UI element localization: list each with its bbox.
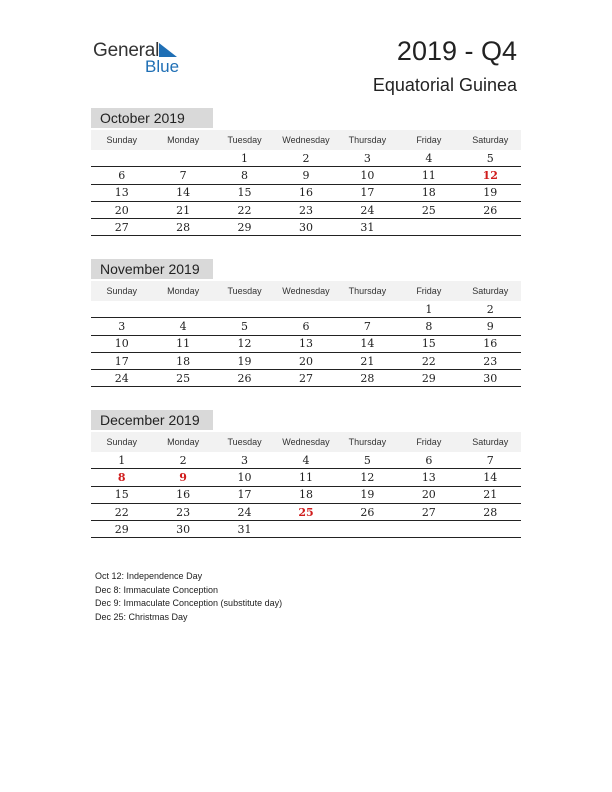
day-cell <box>91 150 152 167</box>
holiday-note: Dec 9: Immaculate Conception (substitute day) <box>95 598 283 608</box>
weekday-header: Wednesday <box>275 130 336 150</box>
day-cell <box>460 521 521 538</box>
week-row <box>91 486 521 503</box>
day-cell: 31 <box>214 521 275 538</box>
day-cell <box>152 301 213 318</box>
page-title: 2019 - Q4 <box>396 36 517 66</box>
month-grid <box>91 281 521 387</box>
day-cell: 23 <box>460 352 521 369</box>
week-row <box>91 318 521 335</box>
day-cell: 28 <box>152 219 213 236</box>
day-cell: 16 <box>152 486 213 503</box>
month-label: December 2019 <box>91 410 213 430</box>
day-cell: 24 <box>214 503 275 520</box>
weekday-header: Tuesday <box>214 130 275 150</box>
week-row <box>91 469 521 486</box>
day-cell: 12 <box>460 167 521 184</box>
week-row <box>91 167 521 184</box>
day-cell: 11 <box>152 335 213 352</box>
weekday-header: Thursday <box>337 130 398 150</box>
weekday-header: Friday <box>398 432 459 452</box>
day-cell: 18 <box>398 184 459 201</box>
day-cell: 1 <box>214 150 275 167</box>
day-cell: 14 <box>460 469 521 486</box>
day-cell: 19 <box>460 184 521 201</box>
day-cell: 22 <box>91 503 152 520</box>
weekday-header-row <box>91 130 521 150</box>
day-cell: 26 <box>214 370 275 387</box>
day-cell: 23 <box>275 201 336 218</box>
day-cell: 20 <box>91 201 152 218</box>
month-december <box>91 410 521 538</box>
week-row <box>91 452 521 469</box>
day-cell: 1 <box>91 452 152 469</box>
day-cell: 15 <box>91 486 152 503</box>
day-cell: 25 <box>152 370 213 387</box>
day-cell: 29 <box>91 521 152 538</box>
day-cell: 11 <box>275 469 336 486</box>
day-cell: 8 <box>398 318 459 335</box>
day-cell: 17 <box>91 352 152 369</box>
week-row <box>91 219 521 236</box>
day-cell: 9 <box>460 318 521 335</box>
week-row <box>91 503 521 520</box>
day-cell: 4 <box>152 318 213 335</box>
day-cell: 9 <box>275 167 336 184</box>
weekday-header: Friday <box>398 281 459 301</box>
day-cell: 22 <box>214 201 275 218</box>
day-cell: 10 <box>91 335 152 352</box>
day-cell: 28 <box>460 503 521 520</box>
holiday-note: Dec 25: Christmas Day <box>95 611 188 622</box>
day-cell: 12 <box>214 335 275 352</box>
day-cell: 5 <box>214 318 275 335</box>
day-cell: 29 <box>214 219 275 236</box>
day-cell: 2 <box>275 150 336 167</box>
day-cell: 22 <box>398 352 459 369</box>
day-cell <box>398 219 459 236</box>
month-label: October 2019 <box>91 108 213 128</box>
day-cell <box>214 301 275 318</box>
day-cell: 13 <box>91 184 152 201</box>
week-row <box>91 301 521 318</box>
day-cell: 21 <box>152 201 213 218</box>
weekday-header: Saturday <box>460 130 521 150</box>
logo-general-text: General <box>93 40 160 61</box>
weekday-header: Sunday <box>91 281 152 301</box>
weekday-header-row <box>91 432 521 452</box>
month-october <box>91 108 521 236</box>
day-cell: 13 <box>275 335 336 352</box>
day-cell: 29 <box>398 370 459 387</box>
day-cell <box>275 521 336 538</box>
day-cell: 30 <box>152 521 213 538</box>
week-row <box>91 201 521 218</box>
day-cell: 26 <box>460 201 521 218</box>
holiday-note: Dec 8: Immaculate Conception <box>95 584 219 595</box>
weekday-header: Monday <box>152 281 213 301</box>
day-cell: 30 <box>275 219 336 236</box>
day-cell: 6 <box>91 167 152 184</box>
day-cell <box>337 521 398 538</box>
day-cell: 28 <box>337 370 398 387</box>
country-name: Equatorial Guinea <box>372 75 517 95</box>
weekday-header: Thursday <box>337 281 398 301</box>
day-cell: 17 <box>337 184 398 201</box>
weekday-header: Tuesday <box>214 432 275 452</box>
day-cell: 6 <box>398 452 459 469</box>
day-cell: 2 <box>152 452 213 469</box>
holiday-note: Oct 12: Independence Day <box>95 571 203 581</box>
day-cell: 20 <box>275 352 336 369</box>
weekday-header: Wednesday <box>275 281 336 301</box>
day-cell: 11 <box>398 167 459 184</box>
day-cell: 20 <box>398 486 459 503</box>
week-row <box>91 352 521 369</box>
month-grid <box>91 432 521 538</box>
weekday-header: Monday <box>152 130 213 150</box>
weekday-header: Saturday <box>460 432 521 452</box>
day-cell: 21 <box>460 486 521 503</box>
day-cell: 13 <box>398 469 459 486</box>
day-cell: 15 <box>398 335 459 352</box>
holiday-notes <box>95 570 282 624</box>
day-cell: 24 <box>337 201 398 218</box>
day-cell: 14 <box>337 335 398 352</box>
weekday-header: Tuesday <box>214 281 275 301</box>
day-cell: 8 <box>91 469 152 486</box>
week-row <box>91 370 521 387</box>
day-cell: 30 <box>460 370 521 387</box>
day-cell: 16 <box>460 335 521 352</box>
weekday-header: Sunday <box>91 130 152 150</box>
day-cell: 14 <box>152 184 213 201</box>
day-cell <box>337 301 398 318</box>
day-cell: 12 <box>337 469 398 486</box>
day-cell: 3 <box>91 318 152 335</box>
day-cell: 4 <box>275 452 336 469</box>
day-cell: 24 <box>91 370 152 387</box>
day-cell: 3 <box>214 452 275 469</box>
day-cell <box>460 219 521 236</box>
logo <box>93 40 193 80</box>
month-grid <box>91 130 521 236</box>
day-cell: 21 <box>337 352 398 369</box>
weekday-header: Wednesday <box>275 432 336 452</box>
day-cell: 3 <box>337 150 398 167</box>
weekday-header: Sunday <box>91 432 152 452</box>
day-cell: 1 <box>398 301 459 318</box>
day-cell: 5 <box>337 452 398 469</box>
weekday-header-row <box>91 281 521 301</box>
day-cell: 19 <box>337 486 398 503</box>
weekday-header: Monday <box>152 432 213 452</box>
day-cell: 27 <box>275 370 336 387</box>
day-cell <box>152 150 213 167</box>
week-row <box>91 150 521 167</box>
day-cell: 10 <box>214 469 275 486</box>
day-cell <box>275 301 336 318</box>
day-cell: 23 <box>152 503 213 520</box>
weekday-header: Friday <box>398 130 459 150</box>
day-cell: 18 <box>275 486 336 503</box>
day-cell: 18 <box>152 352 213 369</box>
day-cell: 2 <box>460 301 521 318</box>
day-cell: 27 <box>91 219 152 236</box>
day-cell: 26 <box>337 503 398 520</box>
day-cell: 5 <box>460 150 521 167</box>
day-cell: 31 <box>337 219 398 236</box>
day-cell: 19 <box>214 352 275 369</box>
week-row <box>91 184 521 201</box>
day-cell: 25 <box>275 503 336 520</box>
day-cell: 7 <box>152 167 213 184</box>
logo-triangle-icon <box>159 43 179 57</box>
day-cell: 15 <box>214 184 275 201</box>
day-cell: 17 <box>214 486 275 503</box>
day-cell <box>398 521 459 538</box>
week-row <box>91 335 521 352</box>
day-cell: 7 <box>337 318 398 335</box>
day-cell: 9 <box>152 469 213 486</box>
day-cell: 16 <box>275 184 336 201</box>
month-label: November 2019 <box>91 259 213 279</box>
logo-blue-text: Blue <box>145 57 180 76</box>
day-cell: 6 <box>275 318 336 335</box>
day-cell: 7 <box>460 452 521 469</box>
day-cell: 8 <box>214 167 275 184</box>
weekday-header: Thursday <box>337 432 398 452</box>
day-cell: 4 <box>398 150 459 167</box>
week-row <box>91 521 521 538</box>
day-cell: 25 <box>398 201 459 218</box>
day-cell <box>91 301 152 318</box>
day-cell: 10 <box>337 167 398 184</box>
month-november <box>91 259 521 387</box>
day-cell: 27 <box>398 503 459 520</box>
weekday-header: Saturday <box>460 281 521 301</box>
